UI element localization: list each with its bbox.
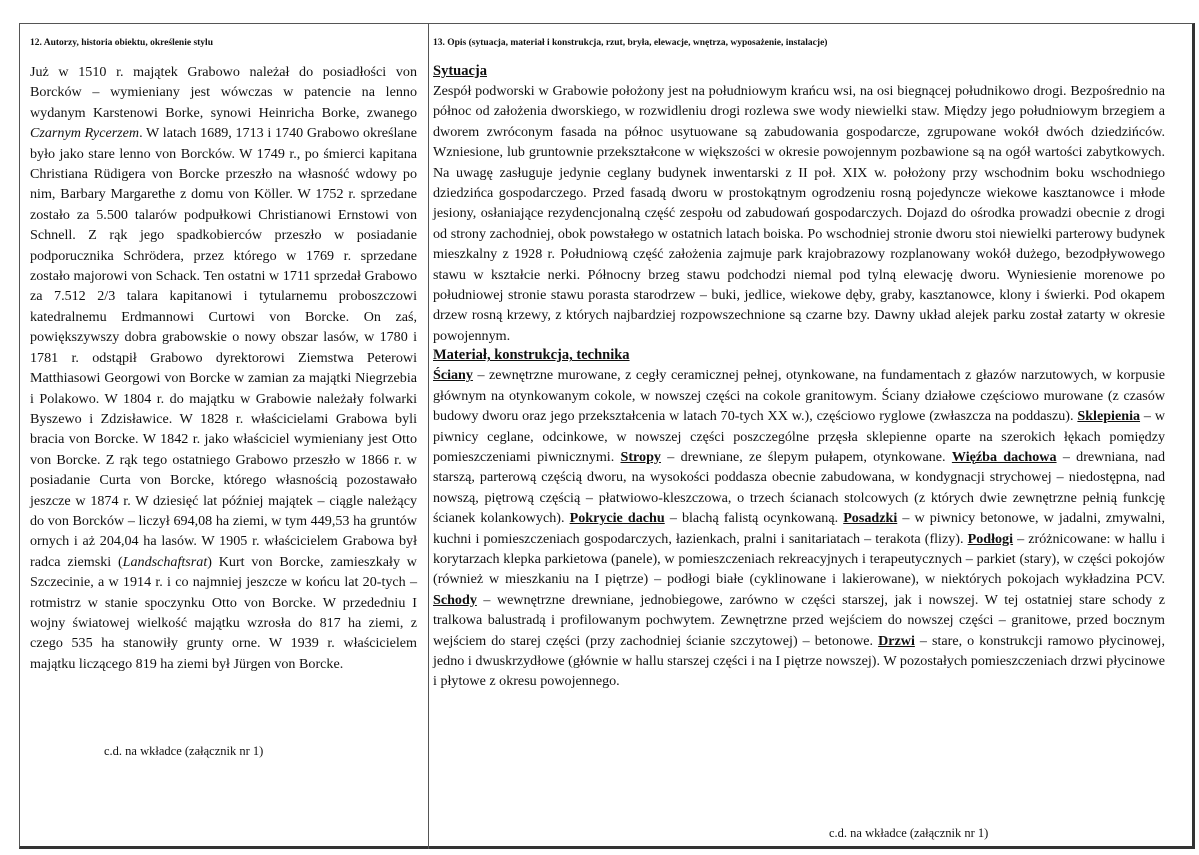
sklepienia-term: Sklepienia [1077, 408, 1141, 425]
posadzki-text: – w piwnicy betonowe, w jadalni, zmywalni, kuchni i pomieszczeniach gospodarczych, łazienkach, pralni i sanitariatach – terakota (flizy). [433, 510, 1165, 547]
schody-text: – wewnętrzne drewniane, jednobiegowe, zarówno w części starszej, jak i nowszej. W tej ostatniej stare schody z tralkowa balustradą i profilowanym pochwytem. Zewnętrzne przed wejściem do nowszej części – granitowe, przed bocznym wejściem do starej części (przy zachodniej ścianie szczytowej) – betonowe. [433, 591, 1165, 649]
podlogi-term: Podłogi [967, 530, 1014, 547]
podlogi-text: – zróżnicowane: w hallu i korytarzach klepka parkietowa (panele), w pomieszczeniach rekreacyjnych i terapeutycznych – parkiet (stary), w części pokojów (również w mieszkaniu na I piętrze) – podłogi białe (cyklinowane i lakierowane), w niektórych pokojach wykładzina PCV. [433, 530, 1165, 588]
column-divider [428, 23, 429, 849]
description-text [433, 62, 1165, 692]
history-italic-1: Czarnym Rycerzem [30, 125, 140, 142]
history-text-part-1: Już w 1510 r. majątek Grabowo należał do posiadłości von Borcków – wymieniany jest wówczas w patencie na lenno wydanym Karstenowi Borke, synowi Heinricha Borke, zwanego [30, 64, 417, 121]
posadzki-term: Posadzki [843, 510, 898, 527]
continuation-note-right: c.d. na wkładce (załącznik nr 1) [829, 826, 989, 840]
section-12-header: 12. Autorzy, historia obiektu, określenie stylu [30, 38, 213, 48]
description-column [433, 38, 1165, 692]
wiezba-text: – drewniana, nad starszą, parterową częścią dworu, na wysokości poddasza obecnie zabudowana, w kondygnacji strychowej – niedostępna, nad nowszą, piętrową częścią – płatwiowo-kleszczowa, o trzech ścianach stolcowych (z których dwie zewnętrzne pełnią funkcję ścianek kolankowych). [433, 448, 1165, 527]
wiezba-term: Więźba dachowa [951, 448, 1057, 465]
schody-term: Schody [433, 591, 477, 608]
material-paragraph [433, 365, 1165, 692]
history-text [30, 62, 417, 674]
history-column [30, 38, 417, 674]
continuation-note-left: c.d. na wkładce (załącznik nr 1) [104, 744, 264, 758]
stropy-text: – drewniane, ze ślepym pułapem, otynkowane. [660, 448, 952, 465]
history-italic-2: Landschaftsrat [122, 553, 208, 570]
pokrycie-text: – blachą falistą ocynkowaną. [664, 510, 844, 527]
history-text-part-2: . W latach 1689, 1713 i 1740 Grabowo określane było jako stare lenno von Borcków. W 1749 r., po śmierci kapitana Christiana Rüdigera von Borcke przeszło na własność wdowy po nim, Barbary Margarethe z domu von Köller. W 1752 r. sprzedane zostało za 5.500 talarów podpułkowi Christianowi Ernstowi von Schnell. Z rąk jego spadkobierców przeszło w posiadanie podporucznika Schrödera, przez którego w 1769 r. sprzedane zostało majorowi von Schack. Ten ostatni w 1711 sprzedał Grabowo za 7.512 2/3 talara kapitanowi i tytularnemu proboszczowi katedralnemu Erdmannowi Curtowi von Borcke. On zaś, powiększywszy dobra grabowskie o nowy obszar lasów, w 1780 i 1781 r. odstąpił Grabowo dyrektorowi Ziemstwa Peterowi Matthiasowi Georgowi von Borcke w zamian za majątki Niegrzebia i Polakowo. W 1804 r. do majątku w Grabowie należały folwarki Byszewo i Zdzisławice. W 1828 r. właścicielami Grabowa byli bracia von Borcke. W 1842 r. jako właściciel wymieniany jest Otto von Borcke. Z rąk tego ostatniego Grabowo przeszło w 1866 r. w posiadanie Curta von Borcke, którego własnością pozostawało jeszcze w 1874 r. W dziesięć lat później majątek – ciągle należący do von Borcków – liczył 694,08 ha ziemi, w tym 449,53 ha gruntów ornych i aż 204,04 ha lasów. W 1905 r. właścicielem Grabowa był radca ziemski ( [30, 125, 417, 570]
sciany-term: Ściany [433, 367, 473, 384]
sciany-text: – zewnętrzne murowane, z cegły ceramicznej pełnej, otynkowane, na fundamentach z głazów narzutowych, w korpusie głównym na otynkowanym cokole, w nowszej części na cokole granitowym. Ściany działowe częściowo murowane (z czasów budowy dworu oraz jego przekształcenia w latach 70-tych XX w.), częściowo ryglowe (zwłaszcza na poddaszu). [433, 367, 1165, 425]
sytuacja-text: Zespół podworski w Grabowie położony jest na południowym krańcu wsi, na osi biegnącej południkowo drogi. Bezpośrednio na północ od założenia dworskiego, w rozwidleniu drogi rozlewa swe wody niewielki staw. Między jego południowym brzegiem a dworem zwróconym fasada na północ usytuowane są zabudowania gospodarcze, zgrupowane wokół dwóch dziedzińców. Wzniesione, lub gruntownie przekształcone w większości w okresie powojennym pozbawione są na ogół wartości zabytkowych. Na uwagę zasługuje jedynie ceglany budynek inwentarski z II poł. XIX w. położony przy wschodnim boku wschodniego dziedzińca gospodarczego. Przed fasadą dworu w prostokątnym ogrodzeniu rosną pojedyncze wiekowe kasztanowce i młode jesiony, osłaniające rezydencjonalną część zespołu od zabudowań gospodarczych. Dojazd do ośrodka prowadzi obecnie z drogi od strony zachodniej, obok powstałego w ostatnich latach boiska. Po wschodniej stronie dworu stoi niewielki parterowy budynek mieszkalny z 1928 r. Południową część założenia zajmuje park krajobrazowy rozplanowany wokół dużego, bezodpływowego stawu w kształcie nerki. Północny brzeg stawu podchodzi niemal pod tylną elewację dworu. Wyniesienie morenowe po południowej stronie stawu porasta starodrzew – buki, jedlice, wiekowe dęby, graby, kasztanowce, klony i świerki. Pod okapem drzew rosną krzewy, z których najbardziej rozpowszechnione są czarne bzy. Dawny układ alejek parku został zatarty w okresie powojennym. [433, 83, 1165, 344]
section-13-header: 13. Opis (sytuacja, materiał i konstrukcja, rzut, bryła, elewacje, wnętrza, wyposażenie, instalacje) [433, 38, 828, 48]
sytuacja-heading: Sytuacja [433, 63, 487, 79]
drzwi-term: Drzwi [878, 632, 915, 649]
history-text-part-3: ) Kurt von Borcke, zamieszkały w Szczecinie, a w 1914 r. i co najmniej jeszcze w końcu lat 20-tych – rotmistrz w stanie spoczynku Otto von Borcke. W przededniu I wojny światowej wielkość majątku wzrosła do 817 ha ziemi, z czego 535 ha stanowiły grunty orne. W 1939 r. właścicielem majątku liczącego 819 ha ziemi był Jürgen von Borcke. [30, 553, 417, 672]
stropy-term: Stropy [620, 448, 661, 465]
drzwi-text: – stare, o konstrukcji ramowo płycinowej, jedno i dwuskrzydłowe (głównie w hallu starszej części i na I piętrze nowszej). W pozostałych pomieszczeniach drzwi płycinowe i płytowe z okresu powojennego. [433, 632, 1165, 690]
sklepienia-text: – w piwnicy ceglane, odcinkowe, w nowszej części poszczególne przęsła sklepienne oparte na szerokich łękach pomiędzy pomieszczeniami piwnicznymi. [433, 408, 1165, 465]
pokrycie-term: Pokrycie dachu [569, 510, 665, 527]
material-heading: Materiał, konstrukcja, technika [433, 347, 630, 364]
